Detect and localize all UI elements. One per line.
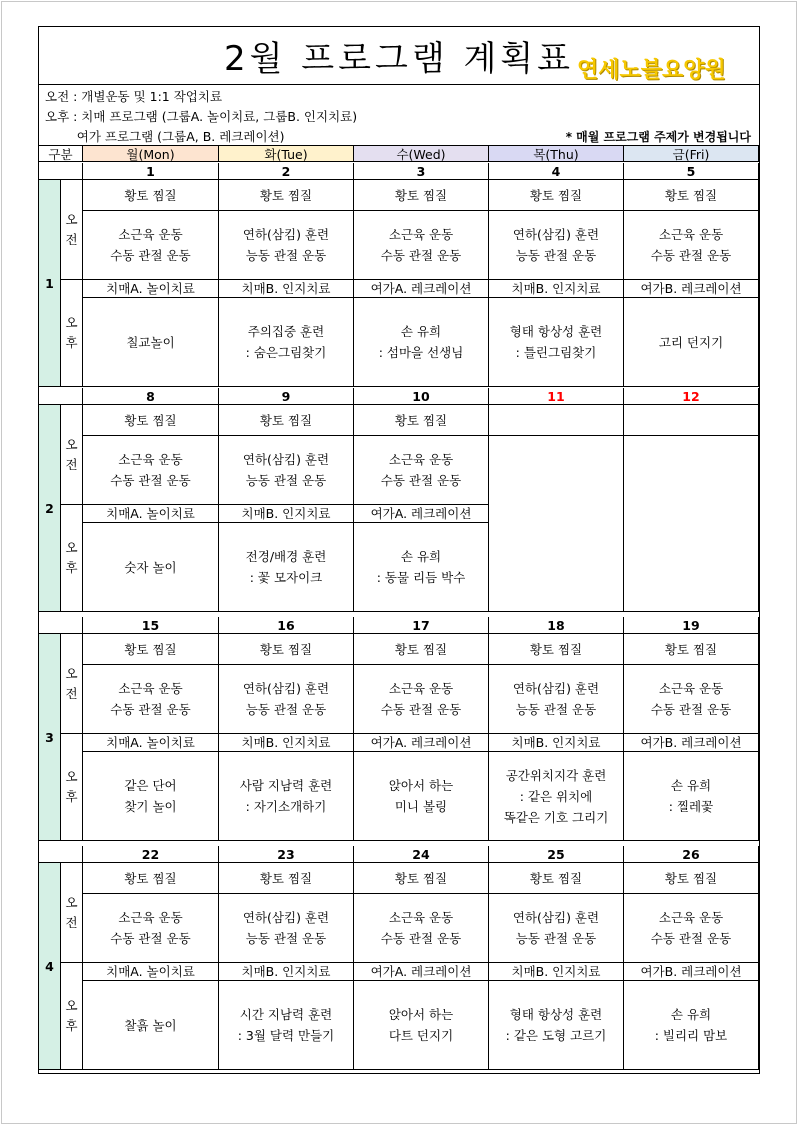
am-activity-2: 소근육 운동 수동 관절 운동 [624,894,759,963]
date-cell: 1 [83,163,219,180]
header-day-4: 금(Fri) [624,145,759,162]
am-activity-2: 연하(삼킴) 훈련 능동 관절 운동 [489,211,624,280]
holiday-blank-cell [624,436,759,612]
am-activity-1: 황토 찜질 [354,180,489,211]
week-date-blank [39,163,83,180]
date-cell: 8 [83,388,219,405]
pm-activity: 같은 단어 찾기 놀이 [83,752,219,841]
date-cell: 3 [354,163,489,180]
week-number: 1 [39,180,61,387]
am-activity-1: 황토 찜질 [219,405,354,436]
group-label: 여가A. 레크레이션 [354,505,489,523]
am-activity-2: 소근육 운동 수동 관절 운동 [354,211,489,280]
group-label: 치매A. 놀이치료 [83,734,219,752]
pm-activity: 앉아서 하는 미니 볼링 [354,752,489,841]
header-day-0: 월(Mon) [83,145,219,162]
group-label: 여가A. 레크레이션 [354,734,489,752]
info-pm-leisure: 여가 프로그램 (그룹A, B. 레크레이션) [45,129,285,144]
am-label: 오 전 [61,863,83,963]
am-activity-2: 소근육 운동 수동 관절 운동 [83,436,219,505]
am-label: 오 전 [61,634,83,734]
am-activity-1: 황토 찜질 [624,634,759,665]
date-cell: 12 [624,388,759,405]
group-label: 치매B. 인지치료 [219,963,354,981]
am-activity-1: 황토 찜질 [489,863,624,894]
date-cell: 24 [354,846,489,863]
pm-activity: 사람 지남력 훈련 : 자기소개하기 [219,752,354,841]
info-am: 오전 : 개별운동 및 1:1 작업치료 [45,89,223,104]
am-activity-2: 연하(삼킴) 훈련 능동 관절 운동 [489,894,624,963]
date-cell: 10 [354,388,489,405]
am-activity-2: 연하(삼킴) 훈련 능동 관절 운동 [219,436,354,505]
header-day-2: 수(Wed) [354,145,489,162]
pm-activity: 손 유희 : 빌리리 맘보 [624,981,759,1070]
group-label: 치매B. 인지치료 [489,734,624,752]
date-cell: 23 [219,846,354,863]
pm-label: 오 후 [61,505,83,612]
am-activity-2: 소근육 운동 수동 관절 운동 [354,665,489,734]
am-activity-2: 소근육 운동 수동 관절 운동 [624,665,759,734]
pm-activity: 공간위치지각 훈련 : 같은 위치에 똑같은 기호 그리기 [489,752,624,841]
am-activity-2: 소근육 운동 수동 관절 운동 [83,665,219,734]
pm-activity: 찰흙 놀이 [83,981,219,1070]
am-activity-2: 소근육 운동 수동 관절 운동 [83,894,219,963]
header-label: 구분 [39,145,83,162]
date-cell: 5 [624,163,759,180]
am-activity-1: 황토 찜질 [624,863,759,894]
pm-activity: 앉아서 하는 다트 던지기 [354,981,489,1070]
pm-activity: 형태 항상성 훈련 : 틀린그림찾기 [489,298,624,387]
header-day-3: 목(Thu) [489,145,624,162]
am-label: 오 전 [61,405,83,505]
group-label: 여가A. 레크레이션 [354,280,489,298]
date-cell: 26 [624,846,759,863]
am-activity-1: 황토 찜질 [354,405,489,436]
am-activity-1: 황토 찜질 [489,180,624,211]
am-activity-2: 소근육 운동 수동 관절 운동 [354,436,489,505]
group-label: 치매A. 놀이치료 [83,505,219,523]
am-activity-2: 연하(삼킴) 훈련 능동 관절 운동 [219,211,354,280]
am-activity-1: 황토 찜질 [219,180,354,211]
holiday-blank-cell [489,405,624,436]
info-pm: 오후 : 치매 프로그램 (그룹A. 놀이치료, 그룹B. 인지치료) [45,109,358,124]
group-label: 치매B. 인지치료 [219,280,354,298]
group-label: 여가B. 레크레이션 [624,734,759,752]
group-label: 치매B. 인지치료 [489,280,624,298]
week-date-blank [39,846,83,863]
monthly-change-note: * 매월 프로그램 주제가 변경됩니다 [565,130,751,144]
date-cell: 17 [354,617,489,634]
pm-activity: 숫자 놀이 [83,523,219,612]
group-label: 여가A. 레크레이션 [354,963,489,981]
am-activity-1: 황토 찜질 [489,634,624,665]
group-label: 치매A. 놀이치료 [83,963,219,981]
holiday-blank-cell [624,405,759,436]
group-label: 여가B. 레크레이션 [624,280,759,298]
brand-logo-text: 연세노블요양원 [577,58,726,83]
am-activity-1: 황토 찜질 [83,634,219,665]
pm-activity: 형태 항상성 훈련 : 같은 도형 고르기 [489,981,624,1070]
group-label: 치매B. 인지치료 [219,505,354,523]
pm-activity: 손 유희 : 동물 리듬 박수 [354,523,489,612]
pm-activity: 주의집중 훈련 : 숨은그림찾기 [219,298,354,387]
am-activity-2: 소근육 운동 수동 관절 운동 [83,211,219,280]
pm-activity: 손 유희 : 찔레꽃 [624,752,759,841]
pm-activity: 칠교놀이 [83,298,219,387]
week-date-blank [39,617,83,634]
date-cell: 18 [489,617,624,634]
pm-activity: 손 유희 : 섬마을 선생님 [354,298,489,387]
week-date-blank [39,388,83,405]
am-activity-1: 황토 찜질 [83,180,219,211]
group-label: 치매B. 인지치료 [219,734,354,752]
am-activity-2: 연하(삼킴) 훈련 능동 관절 운동 [219,894,354,963]
am-activity-1: 황토 찜질 [624,180,759,211]
date-cell: 25 [489,846,624,863]
date-cell: 22 [83,846,219,863]
group-label: 여가B. 레크레이션 [624,963,759,981]
pm-activity: 전경/배경 훈련 : 꽃 모자이크 [219,523,354,612]
week-number: 3 [39,634,61,841]
am-activity-1: 황토 찜질 [354,863,489,894]
header-day-1: 화(Tue) [219,145,354,162]
pm-activity: 고리 던지기 [624,298,759,387]
date-cell: 11 [489,388,624,405]
am-activity-2: 소근육 운동 수동 관절 운동 [624,211,759,280]
page-title: 2월 프로그램 계획표 [39,27,759,85]
date-cell: 15 [83,617,219,634]
am-activity-2: 소근육 운동 수동 관절 운동 [354,894,489,963]
date-cell: 19 [624,617,759,634]
group-label: 치매A. 놀이치료 [83,280,219,298]
am-activity-1: 황토 찜질 [219,863,354,894]
pm-label: 오 후 [61,280,83,387]
pm-activity: 시간 지남력 훈련 : 3월 달력 만들기 [219,981,354,1070]
date-cell: 2 [219,163,354,180]
pm-label: 오 후 [61,734,83,841]
date-cell: 16 [219,617,354,634]
am-activity-2: 연하(삼킴) 훈련 능동 관절 운동 [219,665,354,734]
pm-label: 오 후 [61,963,83,1070]
date-cell: 9 [219,388,354,405]
holiday-blank-cell [489,436,624,612]
week-number: 4 [39,863,61,1070]
week-number: 2 [39,405,61,612]
am-activity-1: 황토 찜질 [83,863,219,894]
date-cell: 4 [489,163,624,180]
program-schedule-sheet [38,26,760,1074]
am-activity-1: 황토 찜질 [219,634,354,665]
am-activity-1: 황토 찜질 [354,634,489,665]
am-label: 오 전 [61,180,83,280]
am-activity-2: 연하(삼킴) 훈련 능동 관절 운동 [489,665,624,734]
am-activity-1: 황토 찜질 [83,405,219,436]
group-label: 치매B. 인지치료 [489,963,624,981]
